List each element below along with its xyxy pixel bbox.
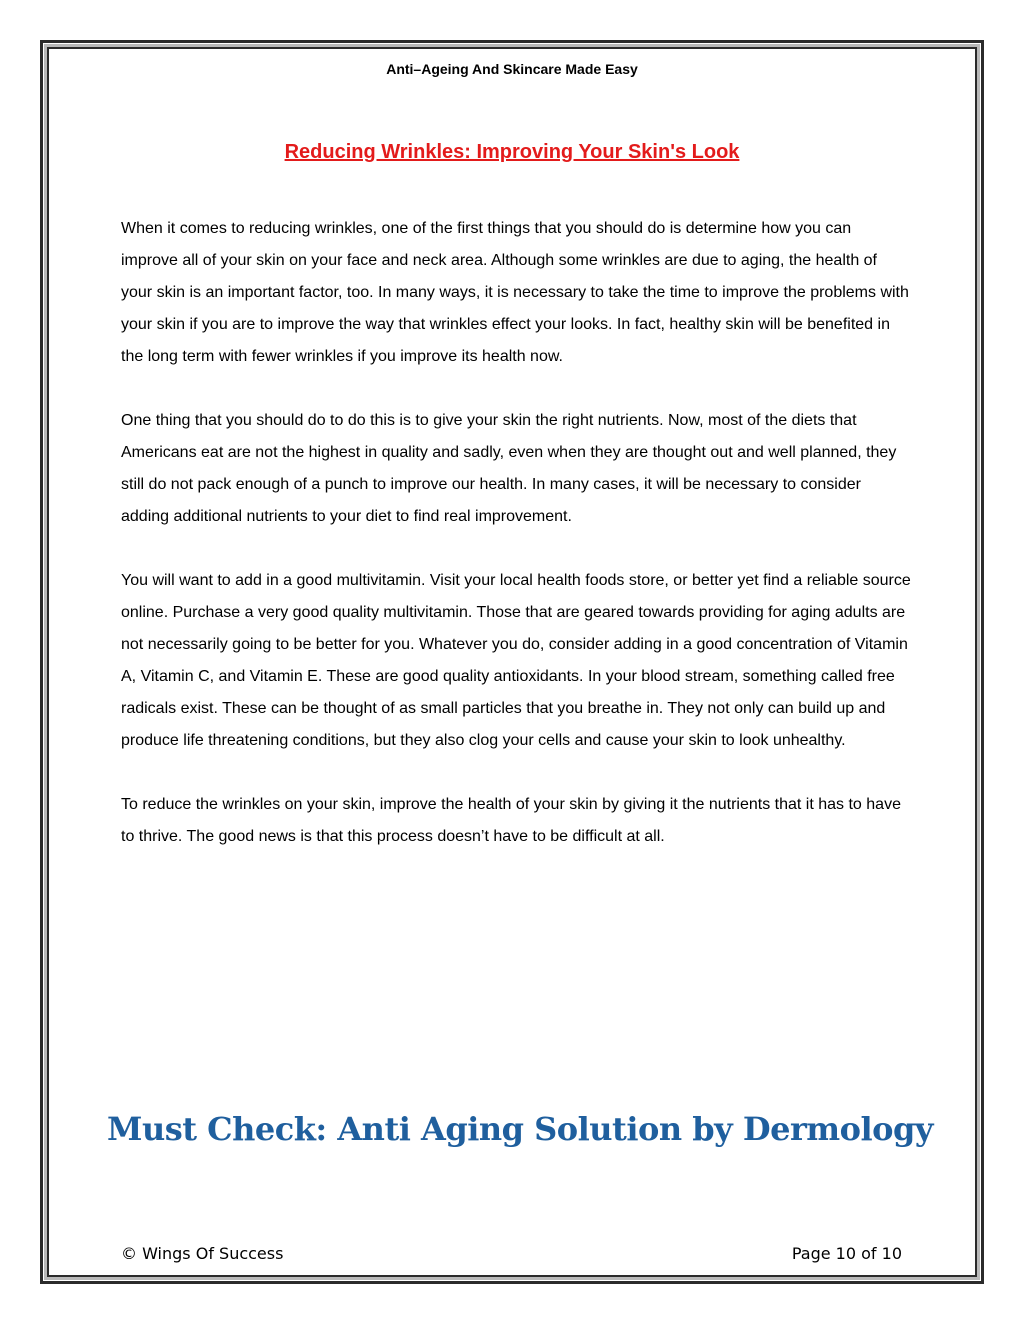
paragraph: To reduce the wrinkles on your skin, improve the health of your skin by giving it the nutrients that it has to have to thrive. The good news is that this process doesn’t have to be difficult at all. [121,796,901,845]
footer-page-number: Page 10 of 10 [791,1244,902,1263]
footer-copyright: © Wings Of Success [121,1244,284,1263]
article-body [121,213,911,885]
paragraph: You will want to add in a good multivitamin. Visit your local health foods store, or better yet find a reliable source online. Purchase a very good quality multivitamin. Those that are geared towards providing for aging adults are not necessarily going to be better for you. Whatever you do, consider adding in a good concentration of Vitamin A, Vitamin C, and Vitamin E. These are good quality antioxidants. In your blood stream, something called free radicals exist. These can be thought of as small particles that you breathe in. They not only can build up and produce life threatening conditions, but they also clog your cells and cause your skin to look unhealthy. [121,572,911,749]
running-header: Anti–Ageing And Skincare Made Easy [386,61,638,77]
article-title: Reducing Wrinkles: Improving Your Skin's Look [284,141,740,163]
paragraph: When it comes to reducing wrinkles, one of the first things that you should do is determine how you can improve all of your skin on your face and neck area. Although some wrinkles are due to aging, the health of your skin is an important factor, too. In many ways, it is necessary to take the time to improve the problems with your skin if you are to improve the way that wrinkles effect your looks. In fact, healthy skin will be benefited in the long term with fewer wrinkles if you improve its health now. [121,220,909,365]
must-check-link[interactable]: Must Check: Anti Aging Solution by Dermology [107,1110,933,1148]
paragraph: One thing that you should do to do this is to give your skin the right nutrients. Now, most of the diets that Americans eat are not the highest in quality and sadly, even when they are thought out and well planned, they still do not pack enough of a punch to improve our health. In many cases, it will be necessary to consider adding additional nutrients to your diet to find real improvement. [121,412,897,525]
